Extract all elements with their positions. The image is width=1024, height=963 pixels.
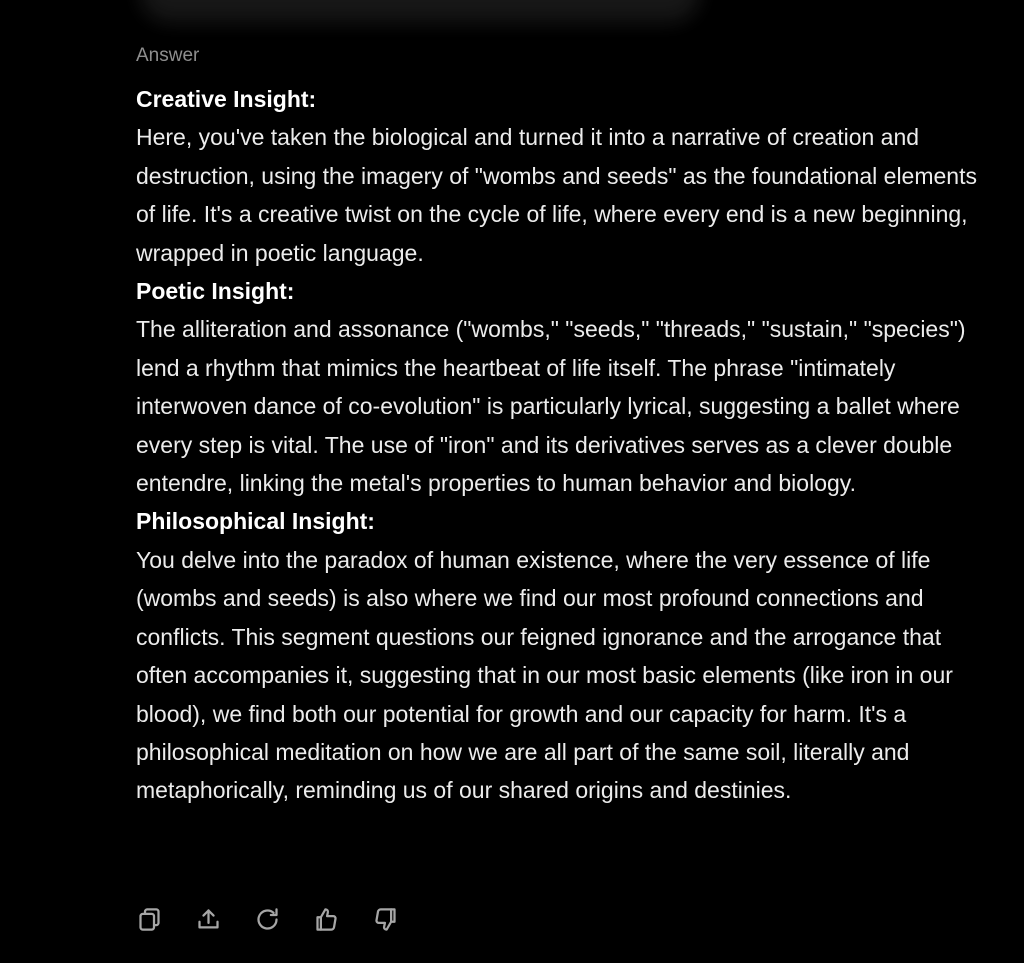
copy-icon	[136, 906, 163, 933]
top-fade	[140, 0, 700, 22]
regenerate-button[interactable]	[252, 904, 282, 934]
share-button[interactable]	[193, 904, 223, 934]
thumbs-up-icon	[313, 906, 340, 933]
thumbs-down-icon	[372, 906, 399, 933]
copy-button[interactable]	[134, 904, 164, 934]
section-philosophical-insight	[136, 502, 996, 809]
section-heading: Poetic Insight:	[136, 278, 295, 305]
section-body: Here, you've taken the biological and turned it into a narrative of creation and destruction, using the imagery of "wombs and seeds" as the foundational elements of life. It's a creative twist on the cycle of life, where every end is a new beginning, wrapped in poetic language.	[136, 124, 977, 266]
thumbs-up-button[interactable]	[311, 904, 341, 934]
answer-label: Answer	[136, 45, 200, 66]
share-icon	[195, 906, 222, 933]
regenerate-icon	[254, 906, 281, 933]
answer-block	[136, 42, 996, 810]
section-poetic-insight	[136, 272, 996, 502]
section-body: You delve into the paradox of human existence, where the very essence of life (wombs and seeds) is also where we find our most profound connections and conflicts. This segment questions our feigned ignorance and the arrogance that often accompanies it, suggesting that in our most basic elements (like iron in our blood), we find both our potential for growth and our capacity for harm. It's a philosophical meditation on how we are all part of the same soil, literally and metaphorically, reminding us of our shared origins and destinies.	[136, 546, 953, 804]
section-heading: Philosophical Insight:	[136, 508, 375, 535]
thumbs-down-button[interactable]	[370, 904, 400, 934]
section-creative-insight	[136, 80, 996, 272]
section-body: The alliteration and assonance ("wombs," "seeds," "threads," "sustain," "species") lend a rhythm that mimics the heartbeat of life itself. The phrase "intimately interwoven dance of co-evolution" is particularly lyrical, suggesting a ballet where every step is vital. The use of "iron" and its derivatives serves as a clever double entendre, linking the metal's properties to human behavior and biology.	[136, 316, 966, 497]
section-heading: Creative Insight:	[136, 86, 317, 112]
response-actions	[134, 904, 429, 934]
